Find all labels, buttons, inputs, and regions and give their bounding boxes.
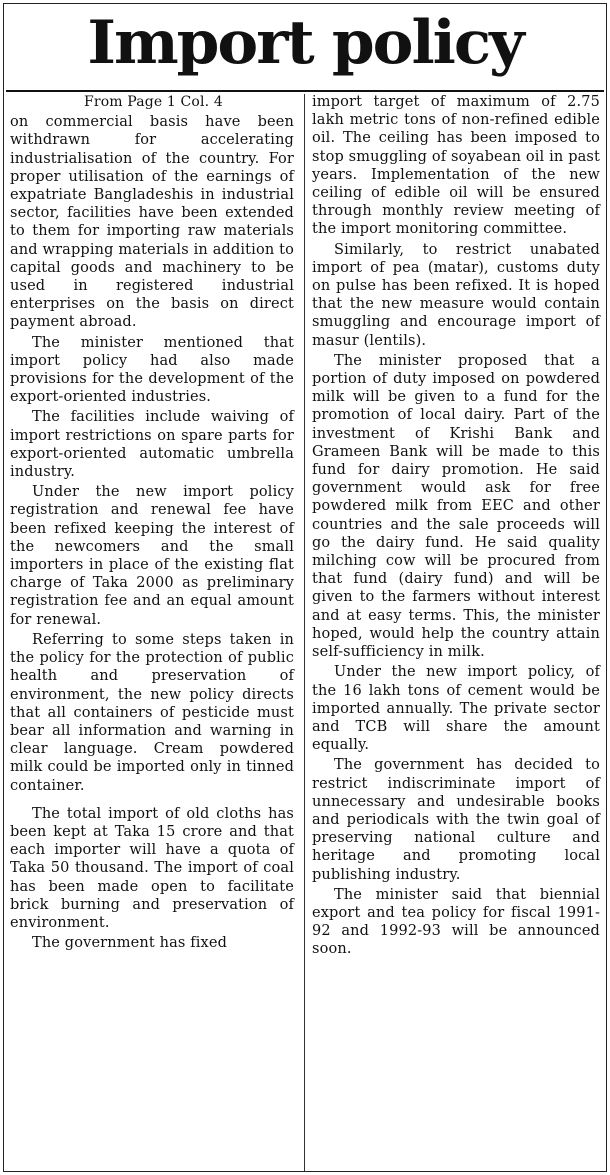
jump-line: From Page 1 Col. 4 [84, 94, 223, 110]
left-column [10, 93, 294, 1171]
paragraph: Under the new import policy registration and renewal fee have been refixed keeping the interest of the newcomers and the small importers in place of the existing flat charge of Taka 2000 as preliminary registration fee and an equal amount for renewal. [10, 484, 294, 628]
paragraph: Similarly, to restrict unabated import of pea (matar), customs duty on pulse has been refixed. It is hoped that the new measure would contain smuggling and encourage import of masur (lentils). [312, 241, 600, 349]
paragraph: on commercial basis have been withdrawn for accelerating industrialisation of the country. For proper utilisation of the earnings of expatriate Bangladeshis in industrial sector, facilities have been extended to them for importing raw materials and wrapping materials in addition to capital goods and machinery to be used in registered industrial enterprises on the basis on direct payment abroad. [10, 114, 294, 331]
paragraph: The minister mentioned that import policy had also made provisions for the development of the export-oriented industries. [10, 334, 294, 406]
paragraph: import target of maximum of 2.75 lakh metric tons of non-refined edible oil. The ceiling has been imposed to stop smuggling of soyabean oil in past years. Implementation of the new ceiling of edible oil will be ensured through monthly review meeting of the import monitoring committee. [312, 94, 600, 238]
column-divider [304, 94, 305, 1171]
paragraph: The facilities include waiving of import restrictions on spare parts for export-oriented automatic umbrella industry. [10, 409, 294, 481]
paragraph: Referring to some steps taken in the policy for the protection of public health and preservation of environment, the new policy directs that all containers of pesticide must bear all information and warning in clear language. Cream powdered milk could be imported only in tinned container. [10, 631, 294, 794]
headline: Import policy [87, 8, 523, 78]
paragraph: The minister said that biennial export and tea policy for fiscal 1991-92 and 1992-93 will be announced soon. [312, 886, 600, 958]
paragraph: The minister proposed that a portion of duty imposed on powdered milk will be given to a fund for the promotion of local dairy. Part of the investment of Krishi Bank and Grameen Bank will be made to this fund for dairy promotion. He said government would ask for free powdered milk from EEC and other countries and the sale proceeds will go the dairy fund. He said quality milching cow will be procured from that fund (dairy fund) and will be given to the farmers without interest and at easy terms. This, the minister hoped, would help the country attain self-sufficiency in milk. [312, 352, 600, 661]
paragraph: Under the new import policy, of the 16 lakh tons of cement would be imported annually. The private sector and TCB will share the amount equally. [312, 664, 600, 754]
paragraph: The government has fixed [32, 935, 228, 952]
headline-rule [6, 90, 604, 92]
paragraph: The total import of old cloths has been kept at Taka 15 crore and that each importer will have a quota of Taka 50 thousand. The import of coal has been made open to facilitate brick burning and preservation of environment. [10, 805, 294, 931]
paragraph: The government has decided to restrict indiscriminate import of unnecessary and undesirable books and periodicals with the twin goal of preserving national culture and heritage and promoting local publishing industry. [312, 757, 600, 883]
right-column [312, 93, 600, 1171]
